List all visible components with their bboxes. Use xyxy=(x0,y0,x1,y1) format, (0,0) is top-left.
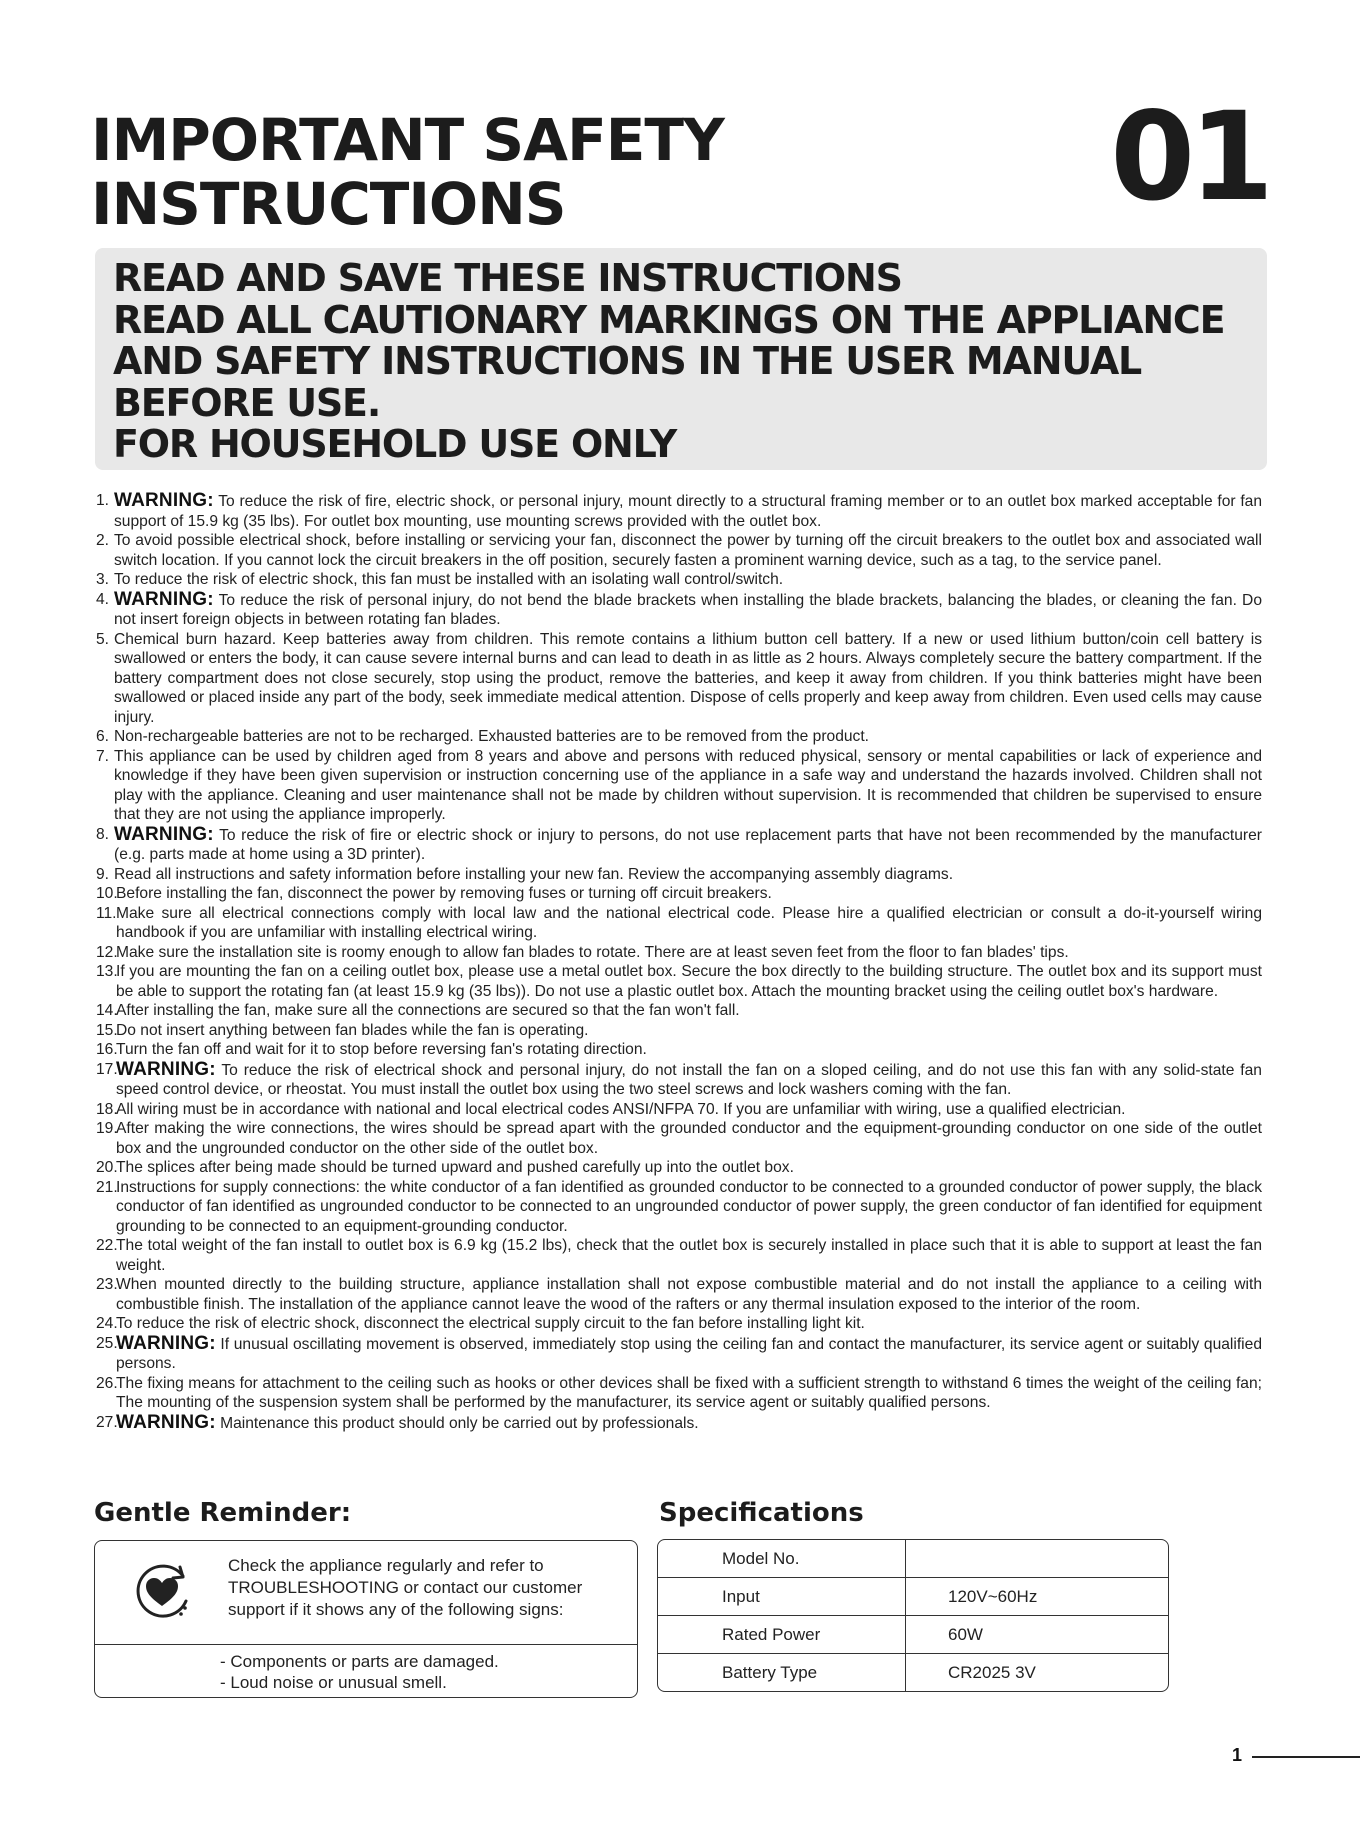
instruction-number: 9. xyxy=(96,865,110,883)
safety-instructions-list xyxy=(96,491,1262,1433)
notice-banner xyxy=(95,248,1267,470)
instruction-item xyxy=(96,1158,1262,1178)
instruction-text: Turn the fan off and wait for it to stop before reversing fan's rotating direction. xyxy=(116,1041,647,1058)
instruction-text: Instructions for supply connections: the white conductor of a fan identified as grounded conductor to be connected to a grounded conductor of power supply, the black conductor of fan identified as ungrounded conductor to be connected to an ungrounded conductor of power supply, the green conductor of fan identified for equipment grounding to be connected to an equipment-grounding conductor. xyxy=(116,1178,1262,1235)
instruction-item xyxy=(96,531,1262,570)
banner-line: FOR HOUSEHOLD USE ONLY xyxy=(113,422,677,466)
instruction-text: After installing the fan, make sure all the connections are secured so that the fan won't fall. xyxy=(116,1002,740,1019)
instruction-item xyxy=(96,1001,1262,1021)
page-title xyxy=(91,108,724,236)
instruction-number: 14. xyxy=(96,1002,118,1019)
spec-label: Model No. xyxy=(722,1548,800,1568)
spec-value: 60W xyxy=(905,1615,1168,1653)
instruction-number: 24. xyxy=(96,1315,118,1332)
instruction-text: To reduce the risk of fire or electric shock or injury to persons, do not use replacement parts that have not been recommended by the manufacturer (e.g. parts made at home using a 3D printer). xyxy=(114,826,1262,863)
instruction-text: This appliance can be used by children aged from 8 years and above and persons with reduced physical, sensory or mental capabilities or lack of experience and knowledge if they have been given supervision or instruction concerning use of the appliance in a safe way and understand the hazards involved. Children shall not play with the appliance. Cleaning and user maintenance shall not be made by children without supervision. It is recommended that children be supervised to ensure that they are not using the appliance improperly. xyxy=(114,747,1262,823)
instruction-item xyxy=(96,1100,1262,1120)
instruction-item xyxy=(96,1178,1262,1237)
instruction-number: 25. xyxy=(96,1334,118,1352)
instruction-text: Before installing the fan, disconnect the power by removing fuses or turning off circuit breakers. xyxy=(116,885,772,902)
instruction-text: To reduce the risk of electric shock, this fan must be installed with an isolating wall control/switch. xyxy=(114,571,784,588)
instruction-text: To reduce the risk of personal injury, do not bend the blade brackets when installing the blade brackets, balancing the blades, or cleaning the fan. Do not insert foreign objects in between rotating fan blades. xyxy=(114,591,1262,628)
warning-label: WARNING: xyxy=(116,1411,216,1433)
instruction-text: Read all instructions and safety information before installing your new fan. Review the accompanying assembly diagrams. xyxy=(114,865,954,883)
spec-value: 120V~60Hz xyxy=(905,1577,1168,1615)
page-number: 1 xyxy=(1232,1745,1243,1765)
instruction-item xyxy=(96,904,1262,943)
instruction-number: 26. xyxy=(96,1374,118,1392)
instruction-item xyxy=(96,727,1262,747)
specifications-title: Specifications xyxy=(659,1498,864,1528)
instruction-item xyxy=(96,1314,1262,1334)
instruction-number: 16. xyxy=(96,1041,118,1058)
instruction-text: Non-rechargeable batteries are not to be recharged. Exhausted batteries are to be removed from the product. xyxy=(114,728,870,745)
instruction-number: 5. xyxy=(96,630,110,648)
banner-line: BEFORE USE. xyxy=(113,380,381,425)
spec-label: Rated Power xyxy=(658,1615,905,1653)
instruction-number: 2. xyxy=(96,532,110,549)
instruction-number: 21. xyxy=(96,1178,118,1196)
instruction-number: 19. xyxy=(96,1120,118,1137)
instruction-number: 20. xyxy=(96,1159,118,1176)
instruction-text: After making the wire connections, the wires should be spread apart with the grounded conductor and the equipment-grounding conductor on one side of the outlet box and the ungrounded conductor on the other side of the outlet box. xyxy=(116,1120,1262,1157)
instruction-item xyxy=(96,1334,1262,1374)
instruction-item xyxy=(96,570,1262,590)
instruction-item xyxy=(96,747,1262,825)
instruction-item xyxy=(96,1040,1262,1060)
instruction-number: 27. xyxy=(96,1413,118,1431)
instruction-text: Chemical burn hazard. Keep batteries away from children. This remote contains a lithium button cell battery. If a new or used lithium button/coin cell battery is swallowed or enters the body, it can cause severe internal burns and can lead to death in as little as 2 hours. Always completely secure the battery compartment. If the battery compartment does not close securely, stop using the product, remove the batteries, and keep it away from children. If you think batteries might have been swallowed or placed inside any part of the body, seek immediate medical attention. Dispose of cells properly and keep away from children. Even used cells may cause injury. xyxy=(114,630,1262,726)
instruction-item xyxy=(96,825,1262,865)
warning-label: WARNING: xyxy=(114,490,214,511)
section-number: 01 xyxy=(1110,86,1268,228)
reminder-message-area xyxy=(95,1541,637,1645)
instruction-number: 23. xyxy=(96,1276,118,1293)
reminder-sign: - Loud noise or unusual smell. xyxy=(220,1673,447,1692)
instruction-text: The total weight of the fan install to outlet box is 6.9 kg (15.2 lbs), check that the outlet box is securely installed in place such that it is able to support at least the fan weight. xyxy=(116,1237,1262,1274)
instruction-number: 13. xyxy=(96,963,118,980)
instruction-text: To reduce the risk of fire, electric shock, or personal injury, mount directly to a structural framing member or to an outlet box marked acceptable for fan support of 15.9 kg (35 lbs). For outlet box mounting, use mounting screws provided with the outlet box. xyxy=(114,493,1262,530)
instruction-number: 11. xyxy=(96,904,117,922)
instruction-item xyxy=(96,865,1262,885)
instruction-text: All wiring must be in accordance with national and local electrical codes ANSI/NFPA 70. If you are unfamiliar with wiring, use a qualified electrician. xyxy=(116,1100,1126,1118)
instruction-text: If unusual oscillating movement is observed, immediately stop using the ceiling fan and contact the manufacturer, its service agent or suitably qualified persons. xyxy=(116,1335,1262,1372)
spec-row xyxy=(658,1540,1168,1577)
instruction-number: 17. xyxy=(96,1060,118,1078)
gentle-reminder-box xyxy=(94,1540,638,1698)
banner-line: READ AND SAVE THESE INSTRUCTIONS xyxy=(113,256,902,300)
instruction-number: 12. xyxy=(96,943,118,961)
instruction-item xyxy=(96,1236,1262,1275)
instruction-text: To reduce the risk of electrical shock and personal injury, do not install the fan on a sloped ceiling, and do not use this fan with any solid-state fan speed control device, or rheostat. You must install the outlet box using the two steel screws and lock washers coming with the fan. xyxy=(116,1061,1262,1098)
instruction-item xyxy=(96,1119,1262,1158)
instruction-item xyxy=(96,962,1262,1001)
instruction-item xyxy=(96,1021,1262,1041)
instruction-number: 7. xyxy=(96,747,110,765)
instruction-item xyxy=(96,1374,1262,1413)
instruction-text: When mounted directly to the building structure, appliance installation shall not expose combustible material and do not install the appliance to a ceiling with combustible finish. The installation of the appliance cannot leave the wood of the rafters or any thermal insulation exposed to the interior of the room. xyxy=(116,1276,1262,1313)
instruction-text: Make sure the installation site is roomy enough to allow fan blades to rotate. There are at least seven feet from the floor to fan blades' tips. xyxy=(116,943,1069,961)
page-title-line-1: IMPORTANT SAFETY xyxy=(91,106,724,174)
instruction-item xyxy=(96,943,1262,963)
warning-label: WARNING: xyxy=(116,1332,216,1354)
instruction-number: 15. xyxy=(96,1021,118,1039)
spec-row xyxy=(658,1653,1168,1691)
instruction-item xyxy=(96,1275,1262,1314)
warning-label: WARNING: xyxy=(116,1058,216,1080)
banner-line: AND SAFETY INSTRUCTIONS IN THE USER MANUAL xyxy=(113,339,1142,383)
instruction-item xyxy=(96,491,1262,531)
instruction-item xyxy=(96,1060,1262,1100)
instruction-text: To reduce the risk of electric shock, disconnect the electrical supply circuit to the fan before installing light kit. xyxy=(116,1315,865,1332)
instruction-item xyxy=(96,1413,1262,1434)
banner-line: READ ALL CAUTIONARY MARKINGS ON THE APPLIANCE xyxy=(113,297,1225,342)
spec-value xyxy=(905,1540,1168,1577)
instruction-item xyxy=(96,630,1262,728)
heart-refresh-icon xyxy=(131,1561,193,1623)
instruction-text: Do not insert anything between fan blades while the fan is operating. xyxy=(116,1021,589,1039)
instruction-text: The fixing means for attachment to the ceiling such as hooks or other devices shall be fixed with a sufficient strength to withstand 6 times the weight of the ceiling fan; The mounting of the suspension system shall be performed by the manufacturer, its service agent or suitably qualified persons. xyxy=(116,1374,1262,1411)
specifications-table xyxy=(657,1539,1169,1692)
page-title-line-2: INSTRUCTIONS xyxy=(91,170,566,238)
gentle-reminder-title: Gentle Reminder: xyxy=(94,1498,352,1528)
instruction-number: 22. xyxy=(96,1237,118,1254)
instruction-text: Make sure all electrical connections comply with local law and the national electrical code. Please hire a qualified electrician or consult a do-it-yourself wiring handbook if you are unfamiliar with installing electrical wiring. xyxy=(116,904,1262,941)
instruction-number: 6. xyxy=(96,728,110,745)
instruction-number: 4. xyxy=(96,590,110,608)
reminder-sign: - Components or parts are damaged. xyxy=(220,1652,499,1671)
spec-value: CR2025 3V xyxy=(905,1653,1168,1691)
spec-row xyxy=(658,1577,1168,1615)
instruction-number: 18. xyxy=(96,1100,118,1118)
spec-row xyxy=(658,1615,1168,1653)
spec-label: Input xyxy=(658,1577,905,1615)
instruction-number: 10. xyxy=(96,885,118,902)
instruction-item xyxy=(96,590,1262,630)
warning-label: WARNING: xyxy=(114,588,214,610)
instruction-text: If you are mounting the fan on a ceiling outlet box, please use a metal outlet box. Secure the box directly to the building structure. The outlet box and its support must be able to support the rotating fan (at least 15.9 kg (35 lbs)). Do not use a plastic outlet box. Attach the mounting bracket using the ceiling outlet box's hardware. xyxy=(116,963,1262,1000)
reminder-message: Check the appliance regularly and refer to TROUBLESHOOTING or contact our customer support if it shows any of the following signs: xyxy=(228,1556,583,1619)
instruction-number: 8. xyxy=(96,825,110,843)
instruction-item xyxy=(96,884,1262,904)
instruction-text: To avoid possible electrical shock, before installing or servicing your fan, disconnect the power by turning off the circuit breakers to the outlet box and associated wall switch location. If you cannot lock the circuit breakers in the off position, securely fasten a prominent warning device, such as a tag, to the service panel. xyxy=(114,532,1262,569)
footer-rule xyxy=(1252,1756,1360,1758)
instruction-number: 3. xyxy=(96,571,110,588)
reminder-signs-list xyxy=(220,1651,499,1693)
instruction-number: 1. xyxy=(96,492,110,509)
instruction-text: The splices after being made should be turned upward and pushed carefully up into the outlet box. xyxy=(116,1159,794,1176)
warning-label: WARNING: xyxy=(114,823,214,845)
spec-label: Battery Type xyxy=(658,1653,905,1691)
instruction-text: Maintenance this product should only be carried out by professionals. xyxy=(220,1414,699,1432)
